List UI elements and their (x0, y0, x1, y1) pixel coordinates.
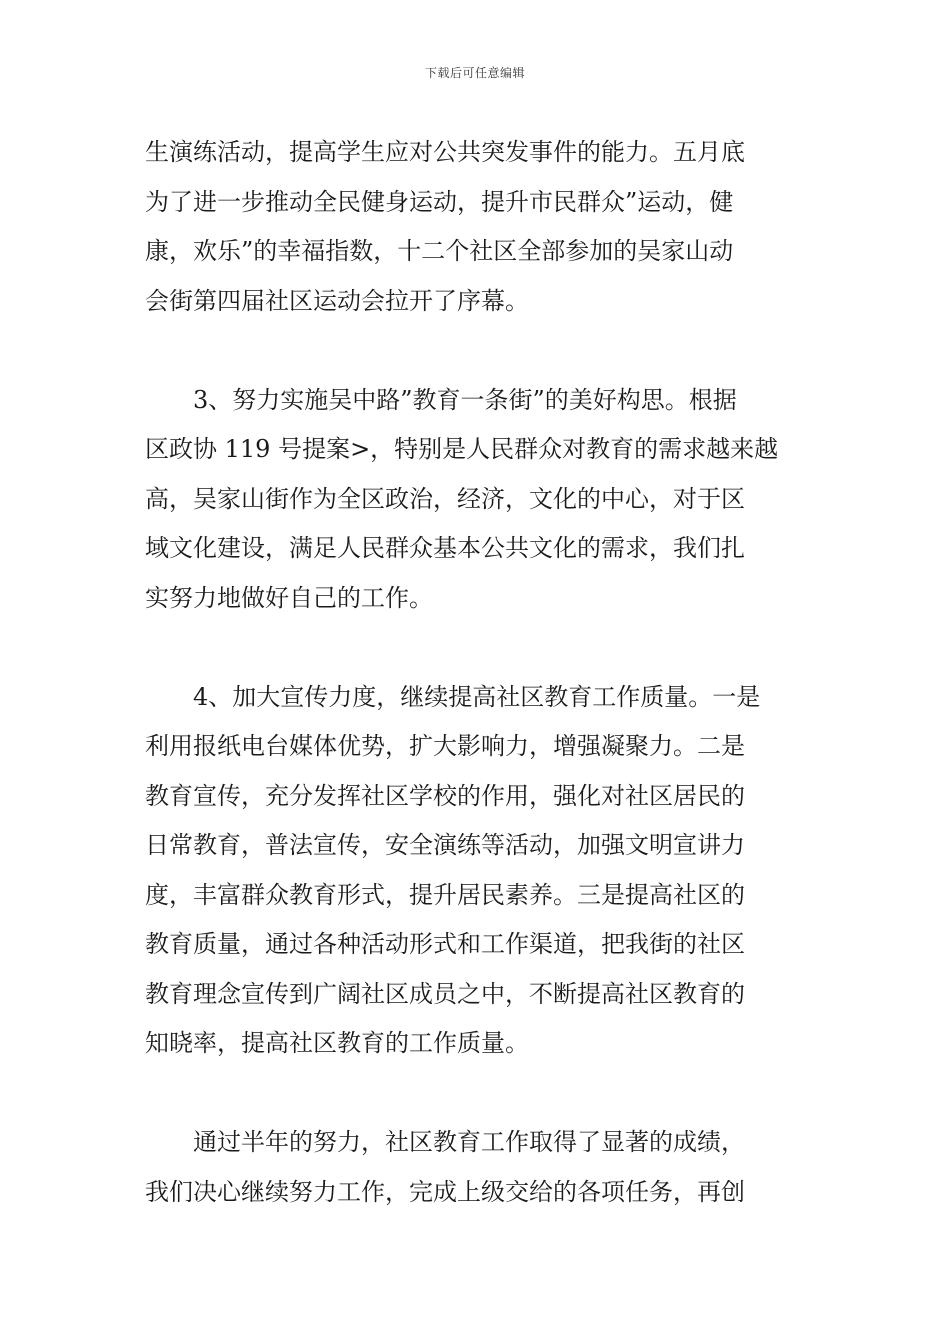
text-line: 知晓率，提高社区教育的工作质量。 (145, 1029, 529, 1057)
text-line: 教育理念宣传到广阔社区成员之中，不断提高社区教育的 (145, 979, 745, 1008)
text-line: 实努力地做好自己的工作。 (145, 583, 433, 612)
paragraph-2 (145, 376, 807, 624)
text-line: 为了进一步推动全民健身运动，提升市民群众”运动，健 (145, 187, 734, 216)
text-line: 生演练活动，提高学生应对公共突发事件的能力。五月底 (145, 138, 745, 166)
text-line: 我们决心继续努力工作，完成上级交给的各项任务，再创 (145, 1177, 745, 1206)
text-line: 高，吴家山街作为全区政治，经济，文化的中心，对于区 (145, 484, 745, 513)
text-line: 利用报纸电台媒体优势，扩大影响力，增强凝聚力。二是 (145, 732, 745, 760)
text-line: 教育质量，通过各种活动形式和工作渠道，把我街的社区 (145, 930, 745, 958)
text-line: 4、加大宣传力度，继续提高社区教育工作质量。一是 (193, 682, 761, 711)
text-line: 区政协 119 号提案>，特别是人民群众对教育的需求越来越 (145, 435, 779, 463)
text-line: 域文化建设，满足人民群众基本公共文化的需求，我们扎 (145, 534, 745, 562)
page-header: 下载后可任意编辑 (424, 66, 525, 80)
text-line: 会街第四届社区运动会拉开了序幕。 (145, 286, 529, 315)
paragraph-4 (145, 1118, 807, 1217)
text-line: 教育宣传，充分发挥社区学校的作用，强化对社区居民的 (145, 781, 745, 810)
text-line: 通过半年的努力，社区教育工作取得了显著的成绩， (193, 1128, 745, 1156)
document-body (145, 128, 807, 1267)
paragraph-3 (145, 673, 807, 1069)
text-line: 日常教育，普法宣传，安全演练等活动，加强文明宣讲力 (145, 831, 745, 859)
text-line: 3、努力实施吴中路”教育一条街”的美好构思。根据 (193, 385, 737, 414)
paragraph-1 (145, 128, 807, 326)
text-line: 康，欢乐”的幸福指数，十二个社区全部参加的吴家山动 (145, 237, 734, 265)
text-line: 度，丰富群众教育形式，提升居民素养。三是提高社区的 (145, 880, 745, 909)
